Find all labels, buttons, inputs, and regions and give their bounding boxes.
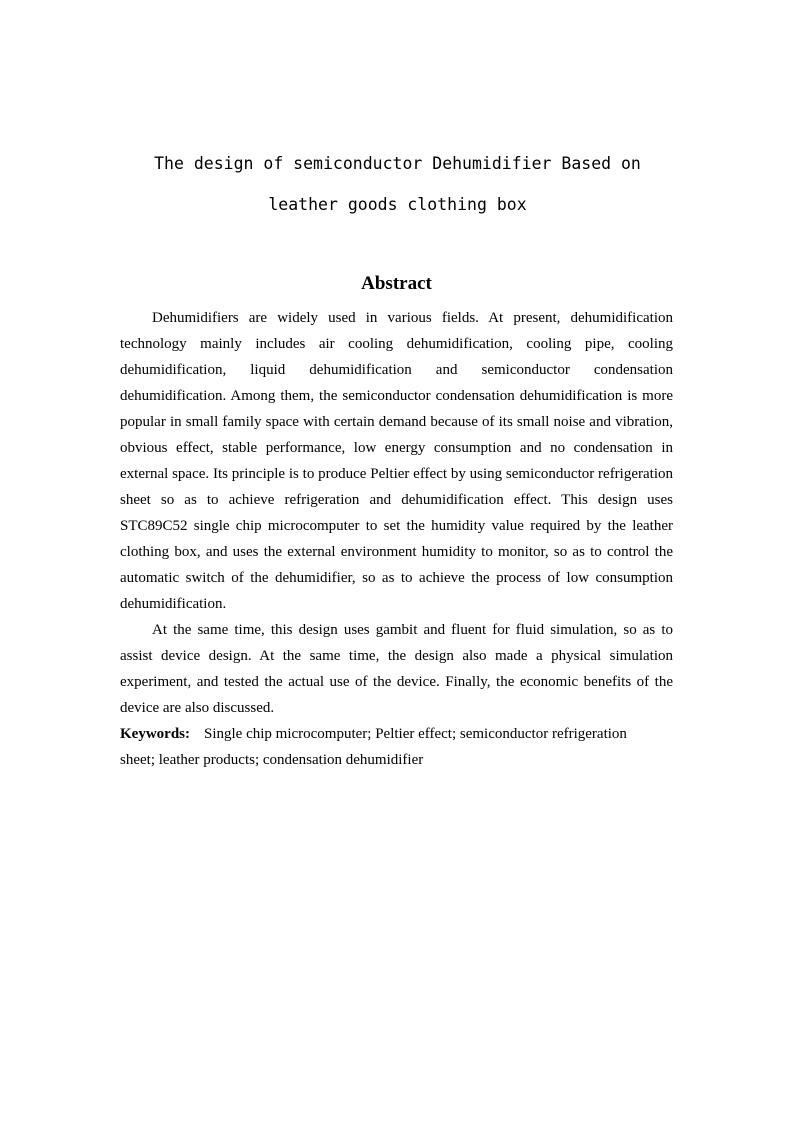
paper-title: The design of semiconductor Dehumidifier Based on leather goods clothing box	[154, 154, 641, 214]
keywords-text: Single chip microcomputer; Peltier effect; semiconductor refrigeration sheet; leather products; condensation dehumidifier	[120, 726, 627, 768]
abstract-paragraph-1: Dehumidifiers are widely used in various fields. At present, dehumidification technology mainly includes air cooling dehumidification, cooling pipe, cooling dehumidification, liquid dehumidification and semiconductor condensation dehumidification. Among them, the semiconductor condensation dehumidification is more popular in small family space with certain demand because of its small noise and vibration, obvious effect, stable performance, low energy consumption and no condensation in external space. Its principle is to produce Peltier effect by using semiconductor refrigeration sheet so as to achieve refrigeration and dehumidification effect. This design uses STC89C52 single chip microcomputer to set the humidity value required by the leather clothing box, and uses the external environment humidity to monitor, so as to control the automatic switch of the dehumidifier, so as to achieve the process of low consumption dehumidification.	[120, 310, 673, 612]
abstract-heading: Abstract	[361, 273, 432, 294]
abstract-body	[120, 305, 673, 773]
keywords-label: Keywords:	[120, 726, 190, 742]
keywords-line	[120, 721, 673, 773]
abstract-paragraph-2: At the same time, this design uses gambit and fluent for fluid simulation, so as to assist device design. At the same time, the design also made a physical simulation experiment, and tested the actual use of the device. Finally, the economic benefits of the device are also discussed.	[120, 622, 673, 716]
